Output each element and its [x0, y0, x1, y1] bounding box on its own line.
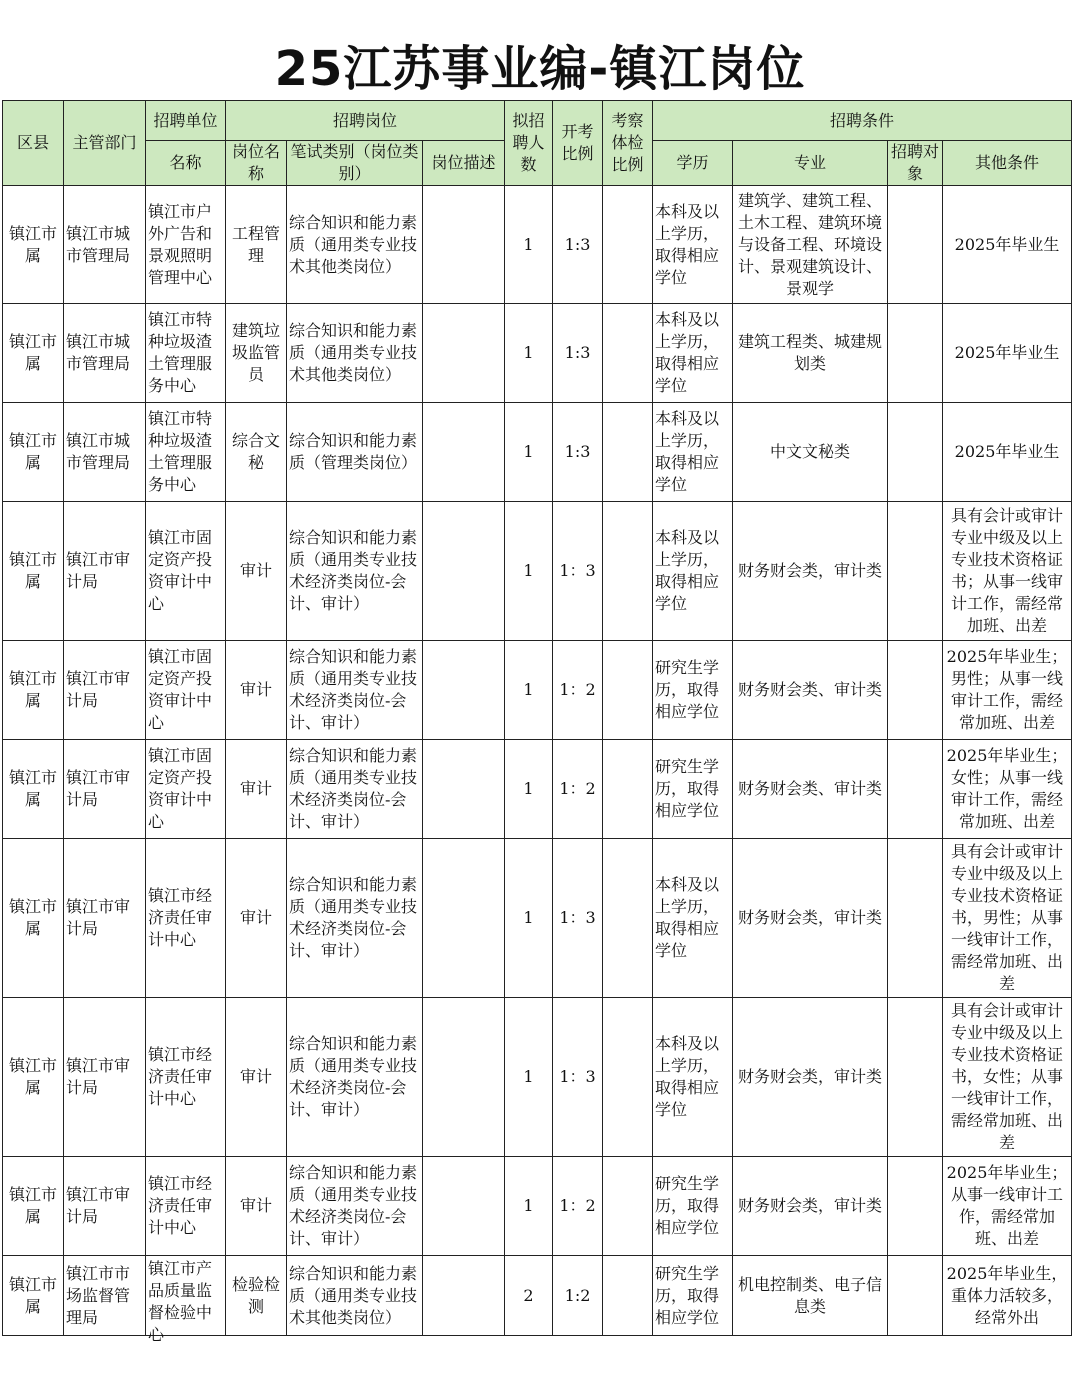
cell-exam: [287, 740, 423, 839]
cell-major: [733, 1157, 888, 1256]
cell-target: [888, 740, 943, 839]
cell-district-text: 镇江市属: [8, 223, 57, 265]
cell-unit-text: 镇江市经济责任审计中心: [148, 886, 213, 949]
cell-education-text: 本科及以上学历，取得相应学位: [655, 409, 720, 494]
cell-district-text: 镇江市属: [8, 1185, 57, 1226]
cell-unit-text: 镇江市固定资产投资审计中心: [148, 746, 213, 831]
cell-other-text: 具有会计或审计专业中级及以上专业技术资格证书；从事一线审计工作，需经常加班、出差: [951, 506, 1064, 635]
cell-post: [226, 186, 287, 304]
cell-education-text: 研究生学历，取得相应学位: [655, 757, 720, 820]
header-unit-name: 名称: [146, 141, 226, 186]
cell-education-text: 本科及以上学历，取得相应学位: [655, 310, 720, 395]
cell-exam-text: 综合知识和能力素质（通用类专业技术经济类岗位-会计、审计）: [289, 528, 418, 613]
cell-unit: [146, 641, 226, 740]
cell-dept: [64, 998, 146, 1157]
cell-desc: [423, 998, 505, 1157]
cell-dept: [64, 1157, 146, 1256]
cell-post-text: 工程管理: [231, 223, 280, 265]
cell-education-text: 研究生学历，取得相应学位: [655, 1174, 720, 1237]
cell-check: [603, 998, 653, 1157]
cell-district: [3, 304, 64, 403]
cell-district: [3, 740, 64, 839]
cell-exam: [287, 502, 423, 641]
cell-ratio: [553, 641, 603, 740]
cell-ratio-text: 1:3: [564, 234, 591, 254]
cell-unit-text: 镇江市固定资产投资审计中心: [148, 647, 213, 732]
cell-post: [226, 998, 287, 1157]
cell-education-text: 研究生学历，取得相应学位: [655, 1263, 720, 1327]
cell-unit: [146, 1256, 226, 1344]
cell-dept: [64, 1256, 146, 1336]
cell-post-text: 检验检测: [231, 1274, 280, 1316]
cell-other: [943, 998, 1072, 1157]
cell-post: [226, 502, 287, 641]
cell-post: [226, 839, 287, 998]
cell-other-text: 2025年毕业生；女性；从事一线审计工作，需经常加班、出差: [946, 746, 1068, 831]
cell-ratio-text: 1:3: [564, 343, 591, 362]
cell-other-text: 具有会计或审计专业中级及以上专业技术资格证书，男性；从事一线审计工作，需经常加班、出差: [951, 842, 1064, 993]
cell-unit-text: 镇江市特种垃圾渣土管理服务中心: [148, 310, 213, 395]
cell-count-text: 1: [523, 779, 534, 798]
cell-district-text: 镇江市属: [8, 332, 57, 373]
cell-dept: [64, 403, 146, 502]
cell-dept-text: 镇江市城市管理局: [66, 223, 131, 265]
cell-unit-text: 镇江市特种垃圾渣土管理服务中心: [148, 409, 213, 494]
cell-district: [3, 641, 64, 740]
cell-target: [888, 403, 943, 502]
cell-target: [888, 186, 943, 304]
cell-education: [653, 186, 733, 304]
cell-district: [3, 186, 64, 304]
cell-major-text: 建筑工程类、城建规划类: [738, 332, 883, 373]
cell-major-text: 财务财会类，审计类: [738, 908, 883, 927]
cell-unit: [146, 502, 226, 641]
cell-other: [943, 304, 1072, 403]
cell-exam: [287, 839, 423, 998]
cell-count: [505, 186, 553, 304]
cell-exam-text: 综合知识和能力素质（管理类岗位）: [289, 431, 418, 472]
cell-exam: [287, 998, 423, 1157]
cell-post-text: 审计: [239, 1067, 272, 1086]
cell-education-text: 研究生学历，取得相应学位: [655, 658, 720, 721]
cell-education: [653, 502, 733, 641]
cell-ratio: [553, 740, 603, 839]
cell-dept: [64, 304, 146, 403]
cell-major: [733, 186, 888, 304]
cell-other: [943, 1157, 1072, 1256]
cell-dept-text: 镇江市审计局: [66, 897, 131, 938]
cell-post-text: 建筑垃圾监管员: [231, 321, 280, 384]
cell-education-text: 本科及以上学历，取得相应学位: [655, 875, 720, 960]
cell-count-text: 1: [523, 234, 534, 254]
cell-exam: [287, 403, 423, 502]
cell-exam: [287, 641, 423, 740]
cell-post-text: 审计: [239, 561, 272, 580]
cell-ratio-text: 1：3: [559, 908, 596, 927]
cell-count: [505, 403, 553, 502]
cell-count-text: 1: [523, 908, 534, 927]
header-post-desc: 岗位描述: [423, 141, 505, 186]
header-target: 招聘对象: [888, 141, 943, 186]
cell-dept-text: 镇江市审计局: [66, 768, 131, 809]
cell-other-text: 2025年毕业生: [954, 234, 1060, 254]
cell-count-text: 1: [523, 561, 534, 580]
header-post-group: 招聘岗位: [226, 101, 505, 141]
cell-other-text: 2025年毕业生: [954, 343, 1060, 362]
cell-post-text: 审计: [239, 779, 272, 798]
table-row: [3, 502, 1072, 641]
cell-post: [226, 304, 287, 403]
cell-exam-text: 综合知识和能力素质（通用类专业技术其他类岗位）: [289, 321, 418, 384]
header-other: 其他条件: [943, 141, 1072, 186]
cell-post-text: 综合文秘: [231, 431, 280, 472]
cell-count: [505, 998, 553, 1157]
cell-ratio-text: 1：3: [559, 1067, 596, 1086]
table-row: [3, 186, 1072, 304]
cell-dept: [64, 740, 146, 839]
cell-district-text: 镇江市属: [8, 431, 57, 472]
cell-desc: [423, 1157, 505, 1256]
cell-post: [226, 403, 287, 502]
cell-ratio: [553, 998, 603, 1157]
cell-ratio-text: 1:3: [564, 442, 591, 461]
cell-exam-text: 综合知识和能力素质（通用类专业技术其他类岗位）: [289, 1263, 418, 1327]
cell-count-text: 1: [523, 680, 534, 699]
cell-count-text: 1: [523, 1067, 534, 1086]
cell-other: [943, 186, 1072, 304]
cell-major: [733, 998, 888, 1157]
cell-unit: [146, 998, 226, 1157]
cell-post: [226, 1256, 287, 1336]
cell-ratio: [553, 1256, 603, 1336]
cell-ratio-text: 1：3: [559, 561, 596, 580]
cell-major: [733, 304, 888, 403]
cell-district-text: 镇江市属: [8, 897, 57, 938]
header-count: 拟招聘人数: [505, 101, 553, 186]
cell-education: [653, 1256, 733, 1336]
cell-unit-text: 镇江市固定资产投资审计中心: [148, 528, 213, 613]
cell-check: [603, 839, 653, 998]
cell-target: [888, 641, 943, 740]
cell-major-text: 中文文秘类: [770, 442, 851, 461]
cell-exam-text: 综合知识和能力素质（通用类专业技术经济类岗位-会计、审计）: [289, 746, 418, 831]
cell-count-text: 1: [523, 1196, 534, 1215]
header-district: 区县: [3, 101, 64, 186]
cell-dept-text: 镇江市审计局: [66, 550, 131, 591]
cell-dept: [64, 839, 146, 998]
cell-count-text: 1: [523, 343, 534, 362]
table-body: [3, 186, 1072, 1344]
cell-post-text: 审计: [239, 908, 272, 927]
cell-district-text: 镇江市属: [8, 1056, 57, 1097]
cell-other: [943, 403, 1072, 502]
cell-exam-text: 综合知识和能力素质（通用类专业技术经济类岗位-会计、审计）: [289, 1163, 418, 1248]
cell-check: [603, 740, 653, 839]
cell-check: [603, 304, 653, 403]
cell-post-text: 审计: [239, 680, 272, 699]
cell-major: [733, 641, 888, 740]
cell-post: [226, 1157, 287, 1256]
cell-target: [888, 1157, 943, 1256]
cell-district: [3, 1256, 64, 1336]
cell-unit: [146, 1157, 226, 1256]
cell-check: [603, 186, 653, 304]
cell-ratio: [553, 1157, 603, 1256]
cell-dept-text: 镇江市审计局: [66, 669, 131, 710]
cell-target: [888, 839, 943, 998]
cell-exam-text: 综合知识和能力素质（通用类专业技术其他类岗位）: [289, 212, 418, 276]
cell-count-text: 1: [523, 442, 534, 461]
cell-unit: [146, 304, 226, 403]
cell-district: [3, 839, 64, 998]
cell-unit-text: 镇江市经济责任审计中心: [148, 1045, 213, 1108]
cell-post-text: 审计: [239, 1196, 272, 1215]
table-row: [3, 304, 1072, 403]
cell-check: [603, 403, 653, 502]
cell-ratio-text: 1:2: [564, 1285, 591, 1305]
cell-count: [505, 1157, 553, 1256]
table-row: [3, 641, 1072, 740]
cell-district-text: 镇江市属: [8, 669, 57, 710]
cell-desc: [423, 1256, 505, 1336]
cell-post: [226, 740, 287, 839]
cell-dept-text: 镇江市市场监督管理局: [66, 1263, 131, 1327]
cell-desc: [423, 186, 505, 304]
cell-other: [943, 740, 1072, 839]
cell-unit: [146, 740, 226, 839]
cell-other-text: 2025年毕业生；从事一线审计工作，需经常加班、出差: [946, 1163, 1068, 1248]
table-row: [3, 839, 1072, 998]
cell-education: [653, 304, 733, 403]
header-check-ratio: 考察体检比例: [603, 101, 653, 186]
cell-dept: [64, 186, 146, 304]
cell-target: [888, 304, 943, 403]
cell-dept-text: 镇江市城市管理局: [66, 332, 131, 373]
cell-other-text: 具有会计或审计专业中级及以上专业技术资格证书，女性；从事一线审计工作，需经常加班、出差: [951, 1001, 1064, 1152]
cell-education-text: 本科及以上学历，取得相应学位: [655, 201, 720, 287]
header-unit-group: 招聘单位: [146, 101, 226, 141]
cell-major: [733, 839, 888, 998]
cell-check: [603, 641, 653, 740]
cell-unit: [146, 403, 226, 502]
cell-education-text: 本科及以上学历，取得相应学位: [655, 528, 720, 613]
cell-desc: [423, 740, 505, 839]
cell-major-text: 建筑学、建筑工程、土木工程、建筑环境与设备工程、环境设计、景观建筑设计、景观学: [738, 190, 883, 298]
cell-major: [733, 403, 888, 502]
cell-desc: [423, 304, 505, 403]
cell-count-text: 2: [523, 1285, 534, 1305]
cell-desc: [423, 839, 505, 998]
cell-other: [943, 839, 1072, 998]
cell-target: [888, 1256, 943, 1336]
header-dept: 主管部门: [64, 101, 146, 186]
cell-dept-text: 镇江市城市管理局: [66, 431, 131, 472]
cell-education: [653, 740, 733, 839]
cell-count: [505, 839, 553, 998]
table-row: [3, 1157, 1072, 1256]
cell-target: [888, 502, 943, 641]
cell-count: [505, 304, 553, 403]
header-cond-group: 招聘条件: [653, 101, 1072, 141]
table-row: [3, 740, 1072, 839]
header-major: 专业: [733, 141, 888, 186]
cell-ratio: [553, 403, 603, 502]
table-row: [3, 998, 1072, 1157]
cell-education: [653, 998, 733, 1157]
cell-major: [733, 502, 888, 641]
cell-major: [733, 740, 888, 839]
cell-check: [603, 1256, 653, 1336]
header-post-name: 岗位名称: [226, 141, 287, 186]
cell-district-text: 镇江市属: [8, 550, 57, 591]
cell-education: [653, 641, 733, 740]
cell-desc: [423, 502, 505, 641]
cell-ratio: [553, 502, 603, 641]
cell-exam-text: 综合知识和能力素质（通用类专业技术经济类岗位-会计、审计）: [289, 647, 418, 732]
cell-check: [603, 1157, 653, 1256]
cell-count: [505, 740, 553, 839]
cell-ratio: [553, 304, 603, 403]
cell-target: [888, 998, 943, 1157]
cell-major: [733, 1256, 888, 1336]
cell-district: [3, 998, 64, 1157]
cell-district-text: 镇江市属: [8, 1274, 57, 1316]
cell-major-text: 财务财会类、审计类: [738, 680, 883, 699]
cell-other: [943, 1256, 1072, 1336]
cell-major-text: 财务财会类，审计类: [738, 561, 883, 580]
cell-ratio-text: 1：2: [559, 779, 596, 798]
cell-education: [653, 1157, 733, 1256]
header-ratio: 开考比例: [553, 101, 603, 186]
page-title: 25江苏事业编-镇江岗位: [274, 41, 806, 97]
cell-district-text: 镇江市属: [8, 768, 57, 809]
cell-dept: [64, 502, 146, 641]
cell-check: [603, 502, 653, 641]
recruitment-table: [2, 100, 1072, 1344]
table-row: [3, 403, 1072, 502]
cell-unit-text: 镇江市经济责任审计中心: [148, 1174, 213, 1237]
header-exam-type: 笔试类别（岗位类别）: [287, 141, 423, 186]
cell-unit-text: 镇江市户外广告和景观照明管理中心: [148, 201, 213, 287]
cell-desc: [423, 403, 505, 502]
cell-other: [943, 641, 1072, 740]
cell-other-text: 2025年毕业生，重体力活较多，经常外出: [946, 1263, 1068, 1327]
cell-unit: [146, 186, 226, 304]
cell-dept-text: 镇江市审计局: [66, 1185, 131, 1226]
cell-exam-text: 综合知识和能力素质（通用类专业技术经济类岗位-会计、审计）: [289, 875, 418, 960]
cell-count: [505, 502, 553, 641]
cell-education: [653, 403, 733, 502]
cell-ratio: [553, 186, 603, 304]
cell-district: [3, 403, 64, 502]
cell-exam: [287, 186, 423, 304]
cell-exam-text: 综合知识和能力素质（通用类专业技术经济类岗位-会计、审计）: [289, 1034, 418, 1119]
cell-post: [226, 641, 287, 740]
cell-major-text: 财务财会类，审计类: [738, 1067, 883, 1086]
cell-major-text: 财务财会类、审计类: [738, 779, 883, 798]
header-education: 学历: [653, 141, 733, 186]
cell-major-text: 财务财会类，审计类: [738, 1196, 883, 1215]
cell-count: [505, 641, 553, 740]
cell-other-text: 2025年毕业生: [954, 442, 1060, 461]
cell-district: [3, 502, 64, 641]
cell-education: [653, 839, 733, 998]
cell-district: [3, 1157, 64, 1256]
cell-exam: [287, 1157, 423, 1256]
cell-other-text: 2025年毕业生；男性；从事一线审计工作，需经常加班、出差: [946, 647, 1068, 732]
cell-exam: [287, 1256, 423, 1336]
cell-dept-text: 镇江市审计局: [66, 1056, 131, 1097]
cell-education-text: 本科及以上学历，取得相应学位: [655, 1034, 720, 1119]
cell-unit: [146, 839, 226, 998]
cell-ratio: [553, 839, 603, 998]
cell-ratio-text: 1：2: [559, 680, 596, 699]
cell-dept: [64, 641, 146, 740]
cell-other: [943, 502, 1072, 641]
cell-desc: [423, 641, 505, 740]
cell-unit-text: 镇江市产品质量监督检验中心: [148, 1258, 213, 1344]
cell-count: [505, 1256, 553, 1336]
cell-major-text: 机电控制类、电子信息类: [738, 1274, 883, 1316]
cell-exam: [287, 304, 423, 403]
cell-ratio-text: 1：2: [559, 1196, 596, 1215]
table-row: [3, 1256, 1072, 1336]
